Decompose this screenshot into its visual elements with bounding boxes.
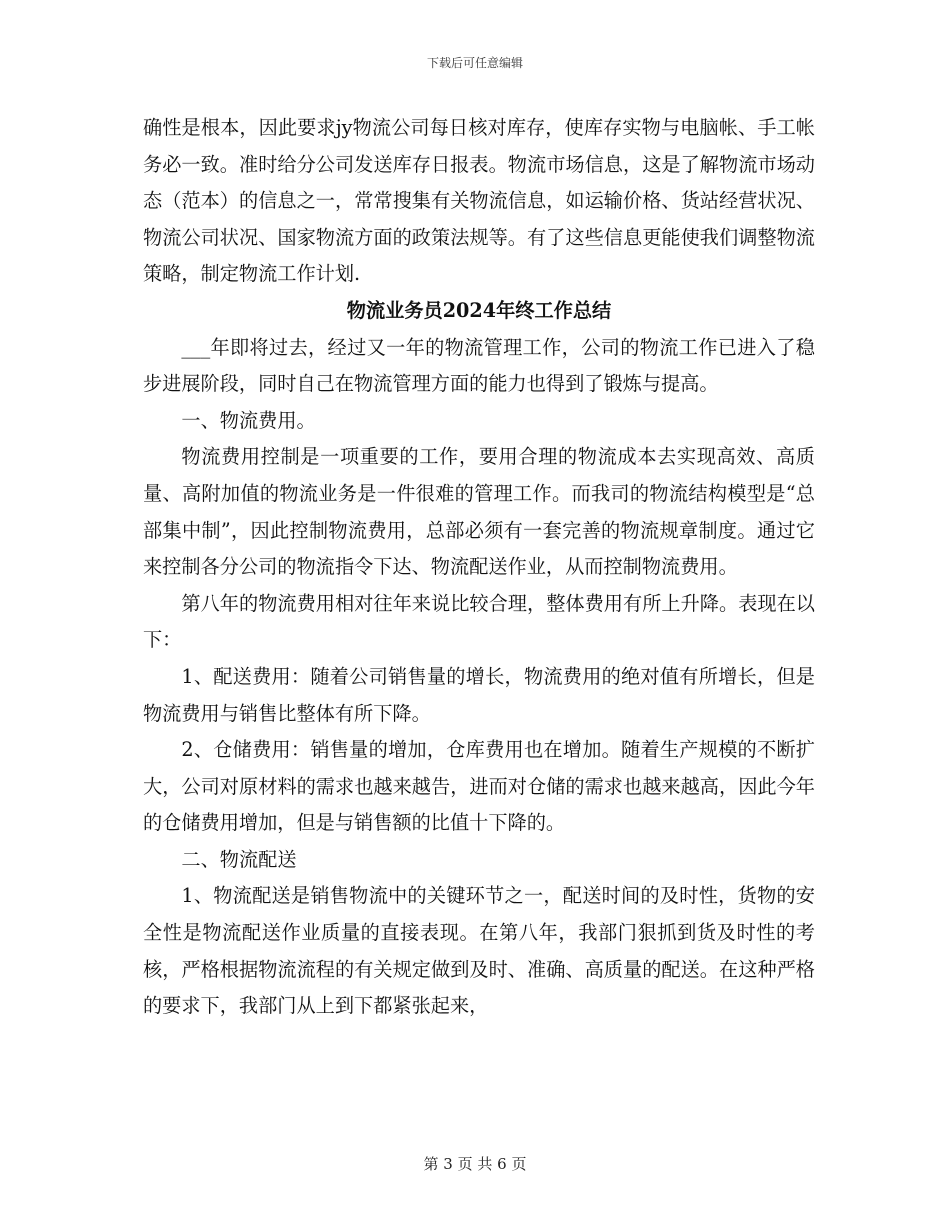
paragraph-cost-summary: 第八年的物流费用相对往年来说比较合理，整体费用有所上升降。表现在以下：: [143, 591, 815, 652]
section-heading-logistics-delivery: 二、物流配送: [181, 847, 297, 871]
document-body: [143, 110, 815, 1025]
page-number: 第 3 页 共 6 页: [423, 1155, 527, 1173]
paragraph-storage-cost: 2、仓储费用：销售量的增加，仓库费用也在增加。随着生产规模的不断扩大，公司对原材料的需求也越来越告，进而对仓储的需求也越来越高，因此今年的仓储费用增加，但是与销售额的比值十下降的。: [143, 738, 815, 835]
paragraph-delivery: 1、物流配送是销售物流中的关键环节之一，配送时间的及时性，货物的安全性是物流配送作业质量的直接表现。在第八年，我部门狠抓到货及时性的考核，严格根据物流流程的有关规定做到及时、准确、高质量的配送。在这种严格的要求下，我部门从上到下都紧张起来，: [143, 884, 815, 1018]
paragraph-opening: ___年即将过去，经过又一年的物流管理工作，公司的物流工作已进入了稳步进展阶段，同时自己在物流管理方面的能力也得到了锻炼与提高。: [143, 335, 815, 396]
section-heading-logistics-cost: 一、物流费用。: [181, 408, 316, 432]
paragraph-delivery-cost: 1、配送费用：随着公司销售量的增长，物流费用的绝对值有所增长，但是物流费用与销售比整体有所下降。: [143, 664, 815, 725]
intro-paragraph: 确性是根本，因此要求jy物流公司每日核对库存，使库存实物与电脑帐、手工帐务必一致。准时给分公司发送库存日报表。物流市场信息，这是了解物流市场动态（范本）的信息之一，常常搜集有关物流信息，如运输价格、货站经营状况、物流公司状况、国家物流方面的政策法规等。有了这些信息更能使我们调整物流策略，制定物流工作计划.: [143, 116, 815, 286]
document-title: 物流业务员2024年终工作总结: [346, 298, 612, 322]
paragraph-cost-control: 物流费用控制是一项重要的工作，要用合理的物流成本去实现高效、高质量、高附加值的物流业务是一件很难的管理工作。而我司的物流结构模型是“总部集中制”，因此控制物流费用，总部必须有一套完善的物流规章制度。通过它来控制各分公司的物流指令下达、物流配送作业，从而控制物流费用。: [143, 445, 815, 579]
page-header: 下载后可任意编辑: [426, 56, 523, 70]
